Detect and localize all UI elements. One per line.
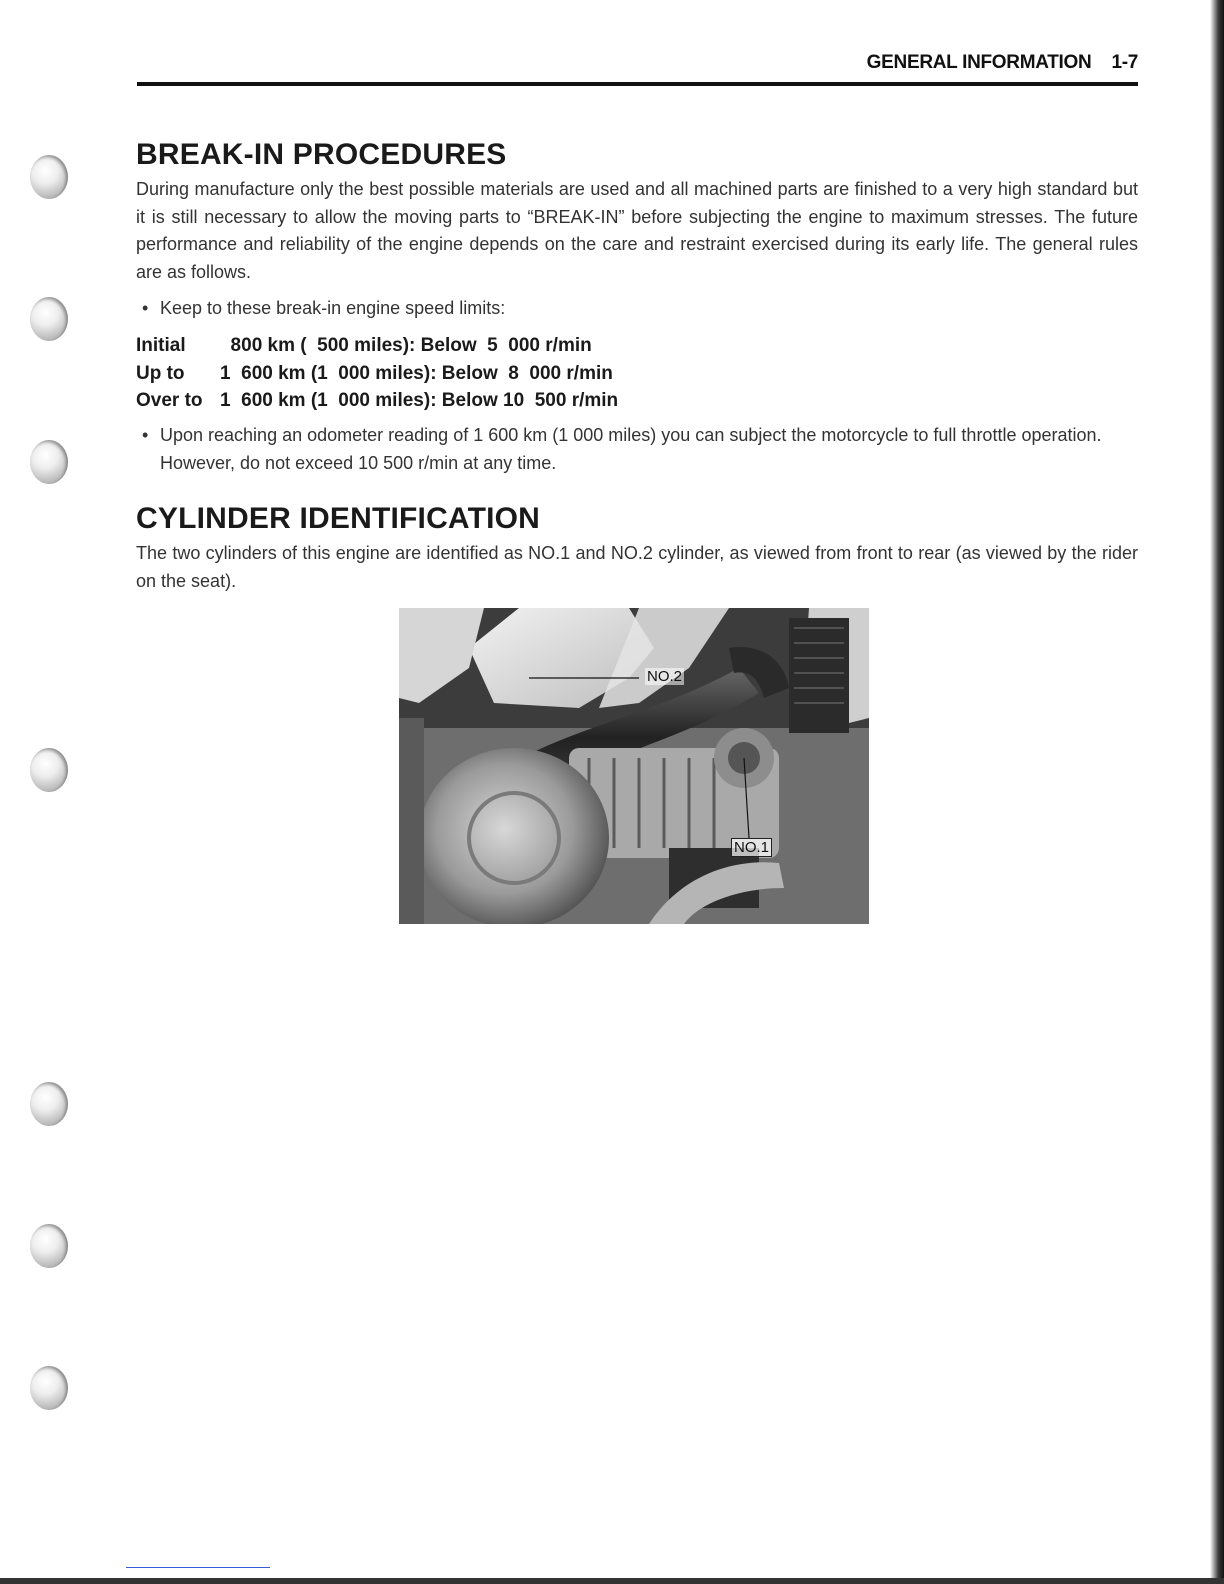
limit-value: 1 600 km (1 000 miles): Below 8 000 r/min <box>220 362 613 384</box>
limit-value: 800 km ( 500 miles): Below 5 000 r/min <box>220 335 592 356</box>
limit-label: Initial <box>136 335 186 356</box>
bullet-full-throttle: • Upon reaching an odometer reading of 1 600 km (1 000 miles) you can subject the motorcycle to full throttle operation. However, do not exceed 10 500 r/min at any time. <box>136 421 1138 477</box>
bullet-speed-limits: • Keep to these break-in engine speed limits: <box>136 294 1138 322</box>
page-bottom-edge <box>0 1578 1224 1584</box>
cylinder-section <box>136 502 1138 595</box>
binder-hole <box>30 1082 68 1126</box>
limit-label: Over to <box>136 390 203 411</box>
binder-holes <box>0 0 90 1584</box>
main-content <box>136 138 1138 591</box>
limit-value: 1 600 km (1 000 miles): Below 10 500 r/min <box>220 390 619 411</box>
break-in-paragraph: During manufacture only the best possible materials are used and all machined parts are finished to a very high standard but it is still necessary to allow the moving parts to “BREAK-IN” before subjecting the engine to maximum stresses. The future performance and reliability of the engine depends on the care and restraint exercised during its early life. The general rules are as follows. <box>136 179 1138 282</box>
no2-callout: NO.2 <box>647 668 683 685</box>
speed-limits-table <box>136 332 1138 415</box>
engine-photo-illustration <box>399 608 869 924</box>
binder-hole <box>30 748 68 792</box>
limit-row <box>136 360 1138 388</box>
page-number: 1-7 <box>1111 52 1138 73</box>
binder-hole <box>30 1366 68 1410</box>
engine-photo <box>399 608 869 924</box>
binder-hole <box>30 1224 68 1268</box>
header-section: GENERAL INFORMATION <box>866 52 1092 73</box>
limit-row <box>136 387 1138 415</box>
header-text <box>867 52 1138 74</box>
limit-label: Up to <box>136 362 185 384</box>
cylinder-title: CYLINDER IDENTIFICATION <box>136 502 541 535</box>
binder-hole <box>30 440 68 484</box>
binder-hole <box>30 297 68 341</box>
page-header <box>137 52 1138 86</box>
no1-callout: NO.1 <box>731 838 772 857</box>
break-in-section <box>136 138 1138 477</box>
bottom-underline <box>126 1567 270 1568</box>
break-in-title: BREAK-IN PROCEDURES <box>136 138 507 171</box>
page-edge-shadow <box>1210 0 1224 1584</box>
limit-row <box>136 332 1138 360</box>
cylinder-paragraph: The two cylinders of this engine are identified as NO.1 and NO.2 cylinder, as viewed from front to rear (as viewed by the rider on the seat). <box>136 543 1138 591</box>
binder-hole <box>30 155 68 199</box>
